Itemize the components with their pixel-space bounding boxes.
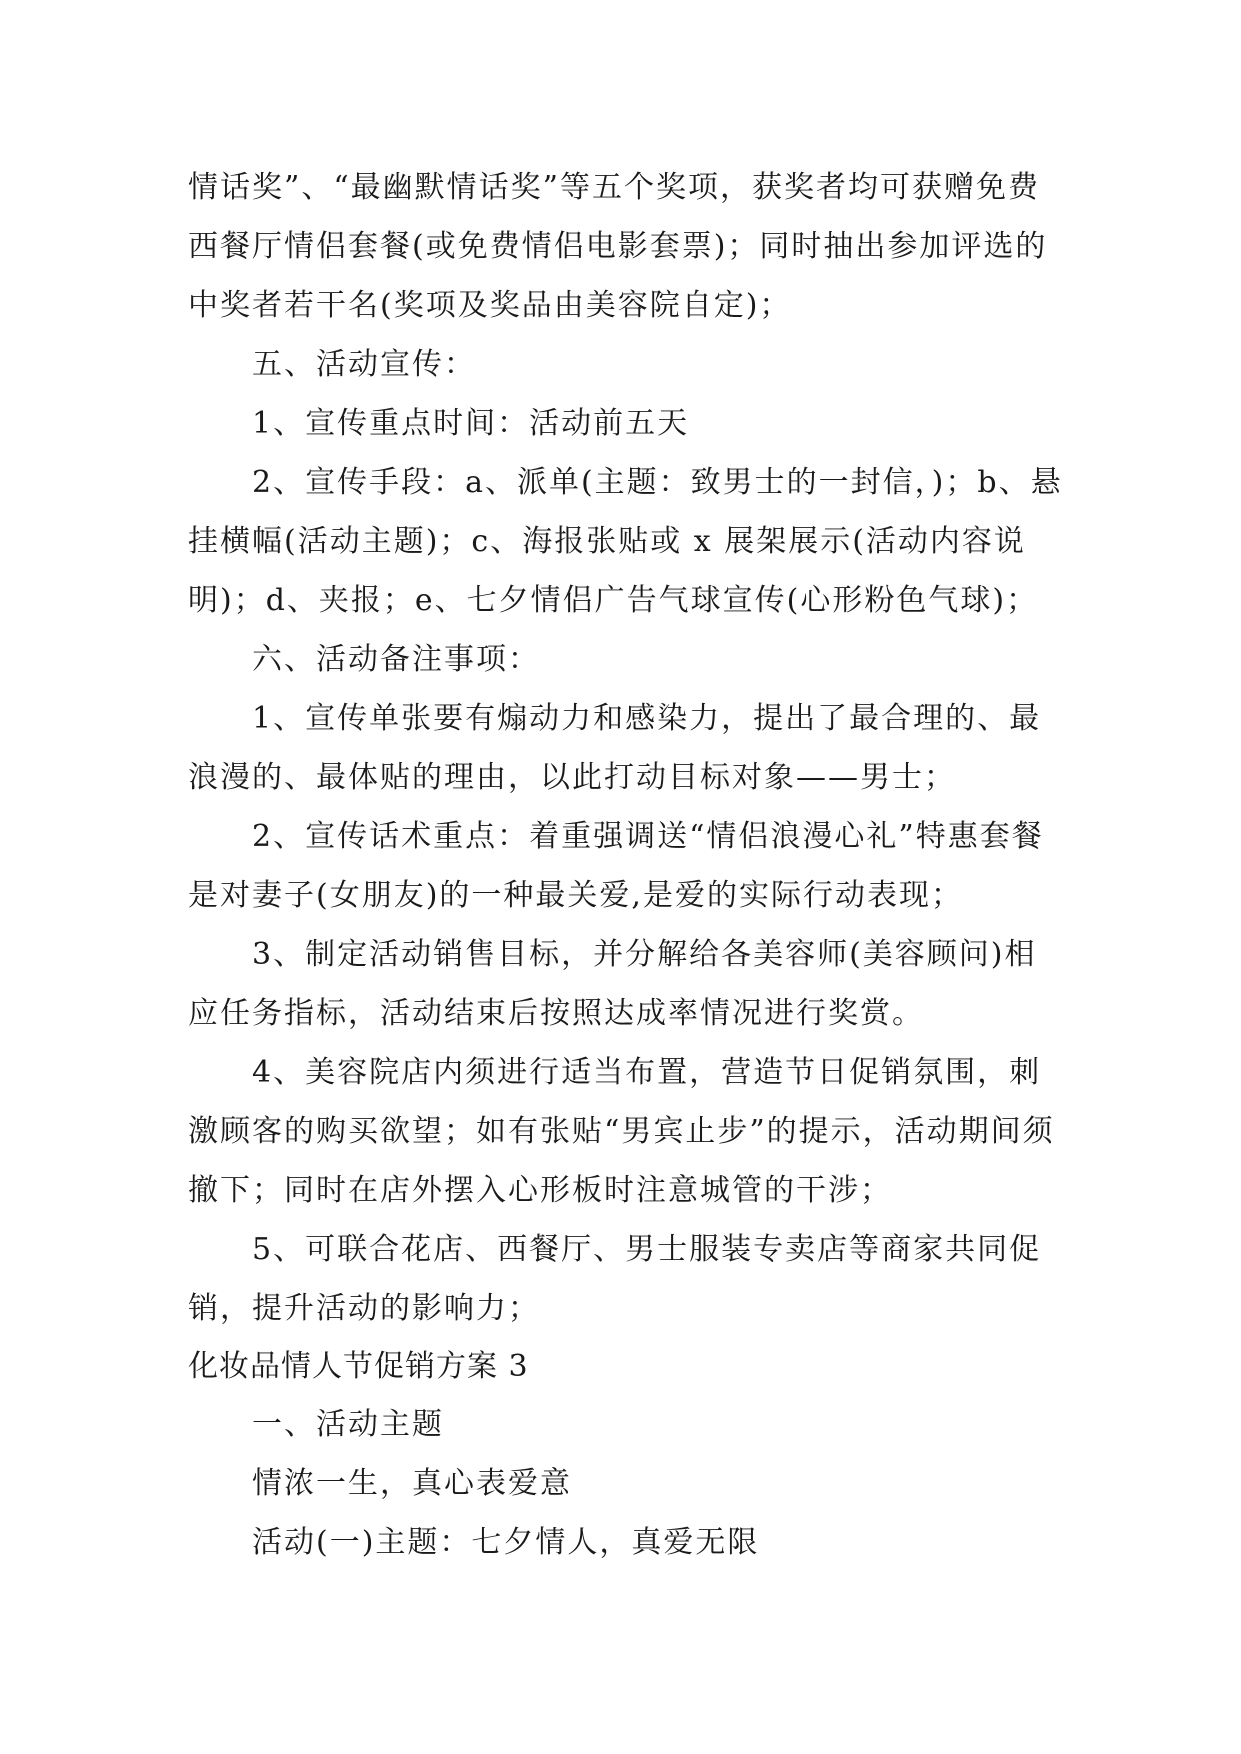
section-heading-promotion: 五、活动宣传：: [252, 347, 476, 382]
paragraph-note-2: 2、宣传话术重点：着重强调送“情侣浪漫心礼”特惠套餐是对妻子(女朋友)的一种最关爱,是爱的实际行动表现；: [188, 819, 1044, 913]
section-heading-theme: 一、活动主题: [252, 1407, 444, 1442]
paragraph-promotion-methods: 2、宣传手段：a、派单(主题：致男士的一封信，)；b、悬挂横幅(活动主题)；c、海报张贴或 x 展架展示(活动内容说明)；d、夹报；e、七夕情侣广告气球宣传(心形粉色气球)；: [188, 465, 1063, 618]
paragraph-promotion-time: 1、宣传重点时间：活动前五天: [252, 406, 690, 441]
paragraph-note-3: 3、制定活动销售目标，并分解给各美容师(美容顾问)相应任务指标，活动结束后按照达成率情况进行奖赏。: [188, 937, 1037, 1031]
paragraph-award-continuation: 情话奖”、“最幽默情话奖”等五个奖项，获奖者均可获赠免费西餐厅情侣套餐(或免费情侣电影套票)；同时抽出参加评选的中奖者若干名(奖项及奖品由美容院自定)；: [188, 170, 1048, 323]
paragraph-activity-one-theme: 活动(一)主题：七夕情人，真爱无限: [252, 1525, 760, 1560]
paragraph-note-5: 5、可联合花店、西餐厅、男士服装专卖店等商家共同促销，提升活动的影响力；: [188, 1232, 1042, 1326]
document-section-title: 化妆品情人节促销方案 3: [188, 1349, 529, 1384]
paragraph-note-4: 4、美容院店内须进行适当布置，营造节日促销氛围，刺激顾客的购买欲望；如有张贴“男宾止步”的提示，活动期间须撤下；同时在店外摆入心形板时注意城管的干涉；: [188, 1055, 1055, 1208]
section-heading-notes: 六、活动备注事项：: [252, 642, 540, 677]
paragraph-note-1: 1、宣传单张要有煽动力和感染力，提出了最合理的、最浪漫的、最体贴的理由，以此打动目标对象——男士；: [188, 701, 1042, 795]
document-body: [188, 158, 1068, 1572]
paragraph-theme-slogan: 情浓一生，真心表爱意: [252, 1466, 572, 1501]
